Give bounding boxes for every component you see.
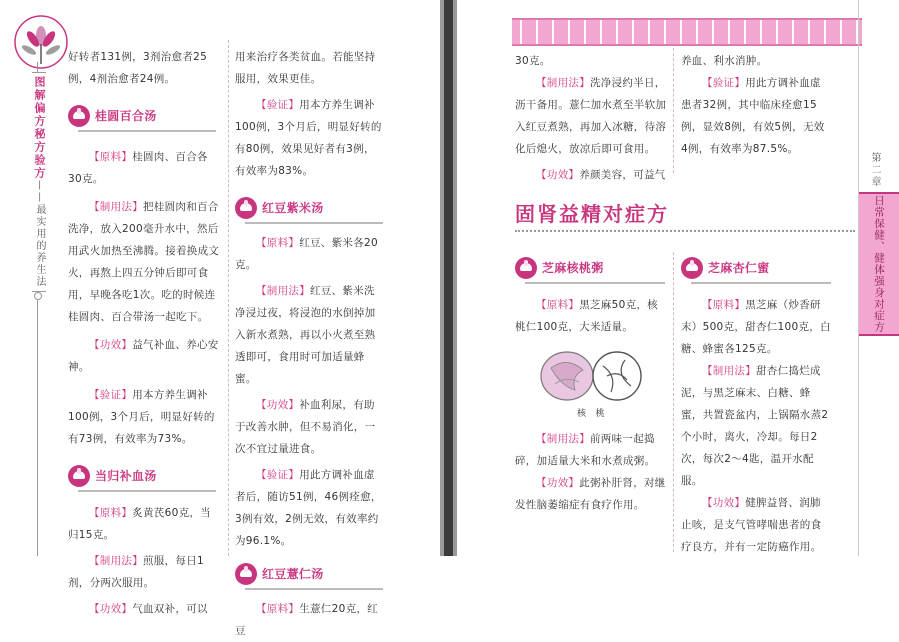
recipe-method	[515, 428, 667, 472]
right-top-column-1	[515, 50, 667, 186]
bowl-icon	[681, 257, 703, 279]
recipe-method	[68, 196, 220, 328]
recipe-effect	[235, 394, 385, 460]
verification-text: 用本方养生调补100例，3个月后，明显好转的有80例，效果见好者有3例，有效率为83%。	[235, 99, 382, 177]
walnut-illustration	[515, 346, 665, 406]
tag-label: 【制用法】	[536, 77, 590, 89]
side-rule-bottom	[37, 300, 38, 556]
text-block: 30克。	[515, 55, 551, 67]
bowl-icon	[515, 257, 537, 279]
section-underline	[245, 222, 383, 224]
recipe-method	[515, 72, 667, 160]
section-underline	[525, 282, 665, 284]
section-underline	[78, 490, 216, 492]
recipe-effect	[515, 164, 667, 186]
tag-label: 【验证】	[256, 469, 300, 481]
effect-text: 养颜美容，可益气	[579, 169, 666, 181]
right-top-column-2	[681, 50, 831, 160]
verification-text: 用此方调补血虚患者32例，其中临床痊愈15例，显效8例，有效5例，无效4例，有效率为87.5%。	[681, 77, 825, 155]
column-separator	[673, 48, 674, 173]
recipe-effect	[68, 598, 220, 620]
section-header	[235, 196, 385, 220]
recipe-method	[235, 280, 385, 390]
book-gutter	[440, 0, 457, 556]
tag-label: 【制用法】	[256, 285, 310, 297]
right-page	[457, 0, 899, 556]
method-text: 煎服，每日1剂，分两次服用。	[68, 555, 204, 589]
section-title: 桂圆百合汤	[95, 109, 157, 123]
effect-text: 气血双补，可以	[132, 603, 208, 615]
left-column-1	[68, 46, 220, 620]
section-underline	[78, 130, 216, 132]
section-underline	[245, 588, 383, 590]
section-title: 芝麻核桃粥	[542, 261, 604, 275]
tag-label: 【验证】	[89, 389, 133, 401]
ingredients-text: 红豆、紫米各20克。	[235, 237, 378, 271]
section-title: 红豆薏仁汤	[262, 567, 324, 581]
chapter-heading: 固肾益精对症方	[515, 202, 669, 226]
bowl-icon	[235, 563, 257, 585]
section-header	[515, 256, 667, 280]
tag-label: 【验证】	[256, 99, 300, 111]
tag-label: 【功效】	[256, 399, 300, 411]
recipe-verification	[68, 384, 220, 450]
section-header	[68, 464, 220, 488]
verification-text: 用本方养生调补100例，3个月后，明显好转的有73例，有效率为73%。	[68, 389, 215, 445]
column-separator	[228, 40, 229, 556]
tag-label: 【功效】	[89, 603, 133, 615]
bowl-icon	[68, 465, 90, 487]
recipe-ingredients	[515, 294, 667, 338]
top-decorative-band	[512, 18, 862, 46]
recipe-ingredients	[681, 294, 831, 360]
section-title: 当归补血汤	[95, 469, 157, 483]
ingredients-text: 黑芝麻（炒香研末）500克，甜杏仁100克，白糖、蜂蜜各125克。	[681, 299, 831, 355]
left-column-2	[235, 46, 385, 642]
tag-label: 【制用法】	[89, 201, 143, 213]
section-title: 红豆紫米汤	[262, 201, 324, 215]
text-block: 好转者131例，3剂治愈者25例，4剂治愈者24例。	[68, 51, 208, 85]
bowl-icon	[235, 197, 257, 219]
tag-label: 【功效】	[702, 497, 746, 509]
ingredients-text: 生薏仁20克，红豆	[235, 603, 378, 637]
recipe-effect	[68, 334, 220, 378]
flower-logo-icon	[13, 14, 69, 70]
ingredients-text: 炙黄芪60克，当归15克。	[68, 507, 211, 541]
recipe-ingredients	[235, 232, 385, 276]
tag-label: 【制用法】	[89, 555, 143, 567]
side-rule-node	[34, 292, 42, 300]
method-text: 洗净浸约半日，沥干备用。薏仁加水煮至半软加入红豆煮熟，再加入冰糖，待溶化后熄火，放凉后即可食用。	[515, 77, 667, 155]
tag-label: 【原料】	[536, 299, 580, 311]
section-header	[68, 104, 220, 128]
section-header	[235, 562, 385, 586]
recipe-ingredients	[235, 598, 385, 642]
recipe-effect	[681, 492, 831, 558]
tag-label: 【原料】	[89, 151, 133, 163]
recipe-ingredients	[68, 502, 220, 546]
method-text: 把桂圆肉和百合洗净，放入200毫升水中，然后用武火加热至沸腾。接着换成文火，再熬上四五分钟后即可食用，早晚各吃1次。吃的时候连桂圆肉、百合带汤一起吃下。	[68, 201, 220, 323]
recipe-verification	[681, 72, 831, 160]
tag-label: 【验证】	[702, 77, 746, 89]
method-text: 前两味一起捣碎，加适量大米和水煮成粥。	[515, 433, 656, 467]
text-block: 用来治疗各类贫血。若能坚持服用，效果更佳。	[235, 51, 376, 85]
section-underline	[691, 282, 831, 284]
tag-label: 【原料】	[256, 237, 300, 249]
right-column-3	[515, 256, 667, 516]
recipe-ingredients	[68, 146, 220, 190]
chapter-title-tab	[859, 192, 899, 336]
effect-text: 益气补血、养心安神。	[68, 339, 219, 373]
effect-text: 补血利尿，有助于改善水肿，但不易消化，一次不宜过量进食。	[235, 399, 376, 455]
method-text: 红豆、紫米洗净浸过夜，将浸泡的水倒掉加入新水煮熟，再以小火煮至熟透即可，食用时可加适量蜂蜜。	[235, 285, 376, 385]
effect-text: 健脾益肾、润肺止咳，是支气管哮喘患者的食疗良方，并有一定防癌作用。	[681, 497, 822, 553]
recipe-verification	[235, 94, 385, 182]
chapter-label: 第二章	[869, 152, 880, 188]
side-rule-top	[37, 62, 38, 72]
recipe-method	[68, 550, 220, 594]
recipe-verification	[235, 464, 385, 552]
side-title-box	[32, 72, 46, 292]
tag-label: 【功效】	[536, 477, 580, 489]
method-text: 甜杏仁捣烂成泥，与黑芝麻末、白糖、蜂蜜，共置瓷盆内，上锅隔水蒸2个小时，离火，冷却。每日2次，每次2～4匙，温开水配服。	[681, 365, 829, 487]
chapter-title: 日常保健、健体强身对症方	[873, 195, 885, 333]
effect-text: 此粥补肝肾，对继发性脑萎缩症有食疗作用。	[515, 477, 666, 511]
heading-dotted-rule	[515, 230, 855, 232]
side-subtitle: ——最实用的养生法	[34, 180, 45, 288]
ingredients-text: 桂圆肉、百合各30克。	[68, 151, 208, 185]
ingredients-text: 黑芝麻50克，核桃仁100克，大米适量。	[515, 299, 658, 333]
verification-text: 用此方调补血虚者后，随访51例，46例痊愈，3例有效，2例无效，有效率约为96.1%。	[235, 469, 382, 547]
tag-label: 【原料】	[256, 603, 300, 615]
section-header	[681, 256, 831, 280]
image-caption: 核 桃	[577, 409, 605, 419]
right-column-4	[681, 256, 831, 558]
tag-label: 【制用法】	[536, 433, 590, 445]
tag-label: 【原料】	[89, 507, 133, 519]
left-page	[0, 0, 440, 637]
text-block: 养血、利水消肿。	[681, 55, 768, 67]
tag-label: 【原料】	[702, 299, 746, 311]
column-separator	[673, 252, 674, 552]
section-title: 芝麻杏仁蜜	[708, 261, 770, 275]
recipe-method	[681, 360, 831, 492]
tag-label: 【制用法】	[702, 365, 756, 377]
bowl-icon	[68, 105, 90, 127]
recipe-effect	[515, 472, 667, 516]
tag-label: 【功效】	[536, 169, 580, 181]
side-title: 图解偏方秘方验方	[33, 76, 46, 180]
tag-label: 【功效】	[89, 339, 133, 351]
